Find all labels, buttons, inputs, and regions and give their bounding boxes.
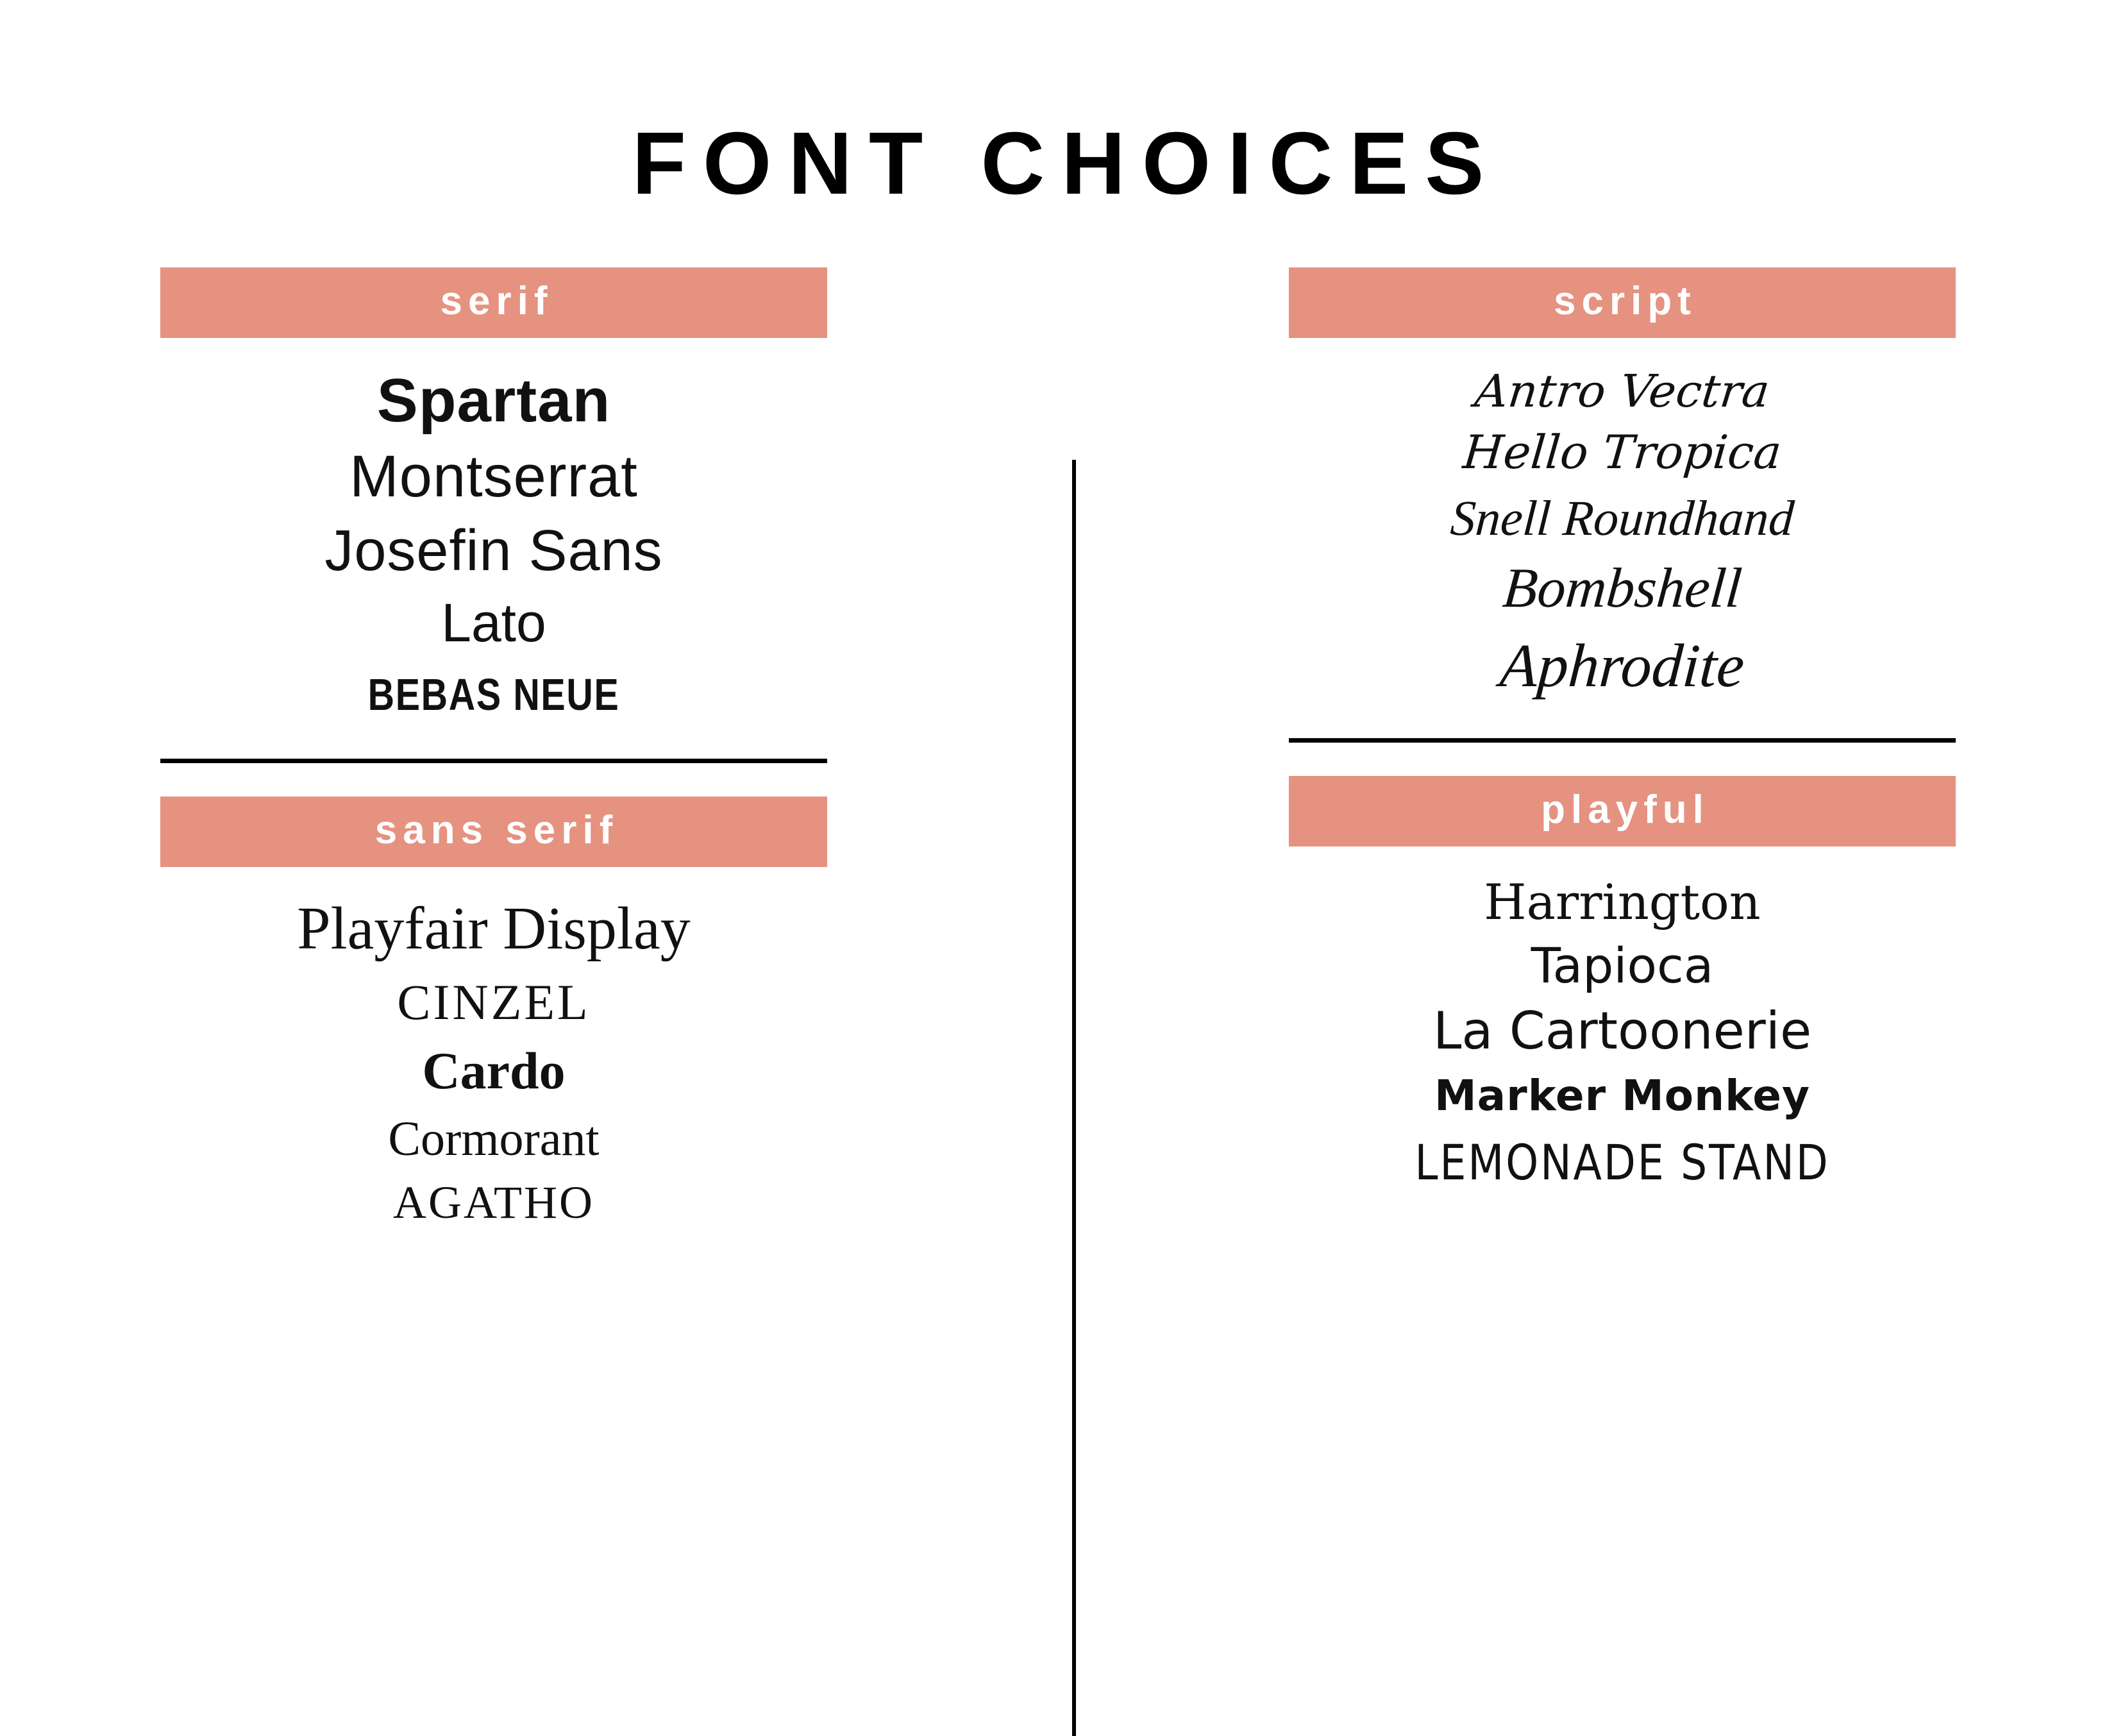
font-sample: Harrington xyxy=(1484,873,1761,931)
category-playful-heading: playful xyxy=(1289,776,1956,847)
font-sample: Marker Monkey xyxy=(1434,1071,1811,1121)
category-playful-list xyxy=(1289,875,1956,1190)
font-sample: LEMONADE STAND xyxy=(1415,1134,1830,1192)
font-sample: Spartan xyxy=(376,366,611,435)
font-sample: Aphrodite xyxy=(1498,630,1747,700)
category-script xyxy=(1289,267,1956,700)
category-serif xyxy=(160,267,827,720)
category-sans-serif-heading: sans serif xyxy=(160,796,827,867)
font-sample: Hello Tropica xyxy=(1461,425,1784,480)
font-sample: BEBAS NEUE xyxy=(367,670,620,720)
right-column xyxy=(1058,267,1956,1582)
left-section-divider xyxy=(160,759,827,763)
page-title: FONT CHOICES xyxy=(632,114,1501,214)
right-section-divider xyxy=(1289,738,1956,743)
font-sample: Montserrat xyxy=(349,444,638,510)
category-serif-list xyxy=(160,366,827,720)
font-sample: Cormorant xyxy=(388,1112,600,1167)
font-sample: Cardo xyxy=(422,1041,566,1100)
font-sample: Lato xyxy=(441,593,546,653)
category-sans-serif xyxy=(160,796,827,1229)
font-sample: CINZEL xyxy=(397,973,591,1030)
category-script-heading: script xyxy=(1289,267,1956,338)
content-columns xyxy=(0,267,2116,1582)
font-sample: Josefin Sans xyxy=(324,519,663,584)
left-column xyxy=(160,267,1058,1582)
category-script-list xyxy=(1289,366,1956,700)
font-sample: AGATHO xyxy=(393,1177,594,1229)
font-sample: Bombshell xyxy=(1500,557,1745,620)
category-playful xyxy=(1289,776,1956,1190)
font-sample: Tapioca xyxy=(1531,937,1714,995)
category-serif-heading: serif xyxy=(160,267,827,338)
font-sample: Playfair Display xyxy=(297,895,691,962)
font-choices-page xyxy=(0,59,2116,1694)
font-sample: La Cartoonerie xyxy=(1432,1000,1812,1061)
font-sample: Antro Vectra xyxy=(1472,364,1772,417)
font-sample: Snell Roundhand xyxy=(1448,489,1796,546)
category-sans-serif-list xyxy=(160,895,827,1229)
